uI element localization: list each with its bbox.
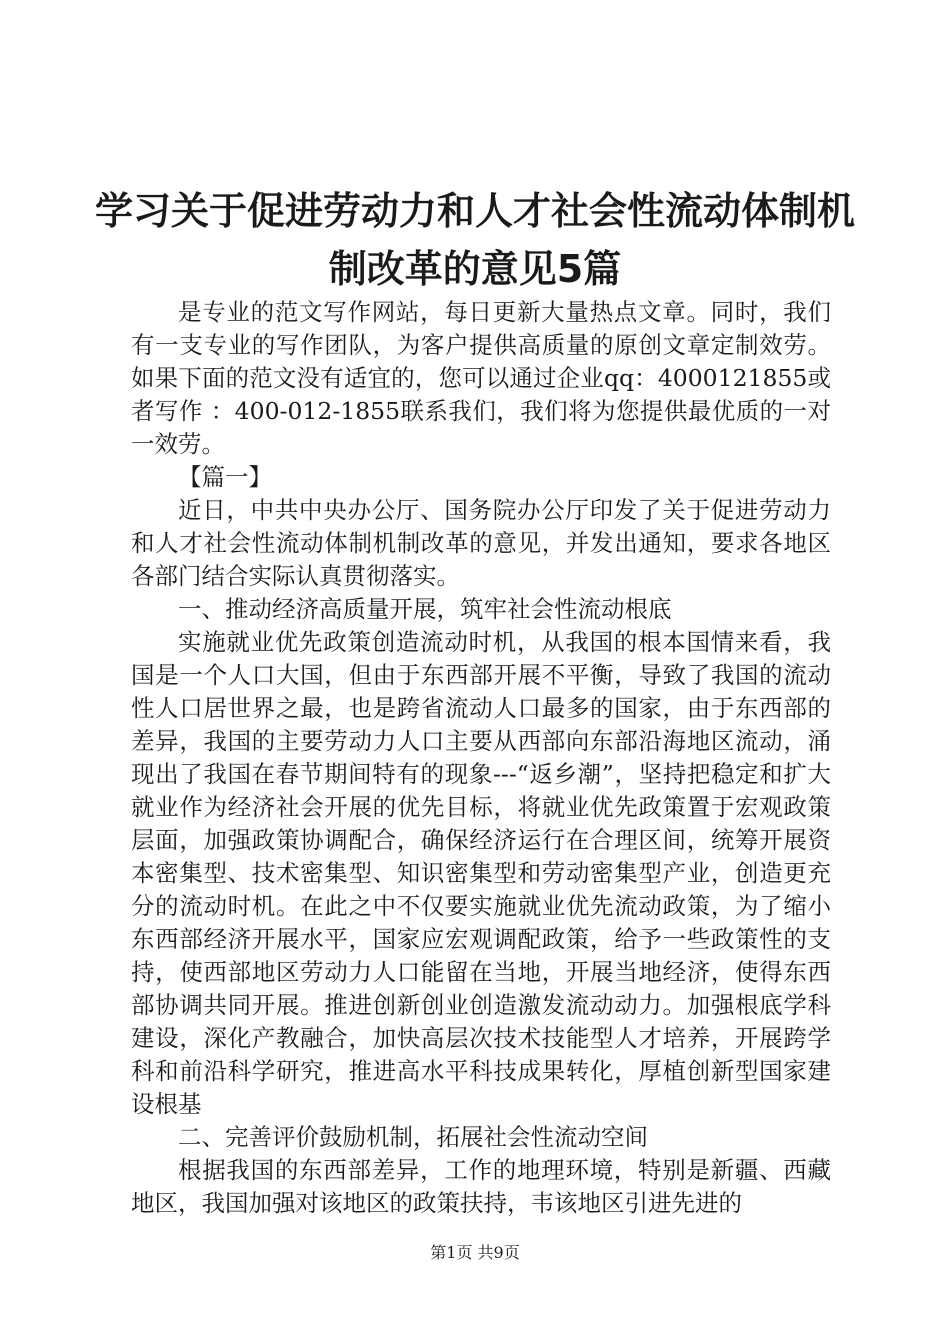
body-paragraph: 根据我国的东西部差异，工作的地理环境，特别是新疆、西藏地区，我国加强对该地区的政策扶持，韦该地区引进先进的 (131, 1156, 831, 1217)
section-marker: 【篇一】 (178, 463, 272, 491)
document-title-line-1: 学习关于促进劳动力和人才社会性流动体制机 (94, 189, 855, 233)
page-footer: 第1页 共9页 (430, 1243, 520, 1262)
body-paragraph: 近日，中共中央办公厅、国务院办公厅印发了关于促进劳动力和人才社会性流动体制机制改革的意见，并发出通知，要求各地区各部门结合实际认真贯彻落实。 (131, 496, 831, 590)
intro-paragraph: 是专业的范文写作网站，每日更新大量热点文章。同时，我们有一支专业的写作团队，为客户提供高质量的原创文章定制效劳。如果下面的范文没有适宜的，您可以通过企业qq：4000121855或者写作 ：400-012-1855联系我们，我们将为您提供最优质的一对一效劳。 (131, 298, 831, 458)
section-heading: 二、完善评价鼓励机制，拓展社会性流动空间 (178, 1123, 648, 1151)
section-heading: 一、推动经济高质量开展，筑牢社会性流动根底 (178, 595, 672, 623)
document-title-line-2: 制改革的意见5篇 (328, 247, 622, 291)
body-paragraph: 实施就业优先政策创造流动时机，从我国的根本国情来看，我国是一个人口大国，但由于东西部开展不平衡，导致了我国的流动性人口居世界之最，也是跨省流动人口最多的国家，由于东西部的差异，我国的主要劳动力人口主要从西部向东部沿海地区流动，涌现出了我国在春节期间特有的现象---“返乡潮”，坚持把稳定和扩大就业作为经济社会开展的优先目标，将就业优先政策置于宏观政策层面，加强政策协调配合，确保经济运行在合理区间，统筹开展资本密集型、技术密集型、知识密集型和劳动密集型产业，创造更充分的流动时机。在此之中不仅要实施就业优先流动政策，为了缩小东西部经济开展水平，国家应宏观调配政策，给予一些政策性的支持，使西部地区劳动力人口能留在当地，开展当地经济，使得东西部协调共同开展。推进创新创业创造激发流动动力。加强根底学科建设，深化产教融合，加快高层次技术技能型人才培养，开展跨学科和前沿科学研究，推进高水平科技成果转化，厚植创新型国家建设根基 (131, 628, 831, 1118)
document-body (131, 296, 831, 1220)
